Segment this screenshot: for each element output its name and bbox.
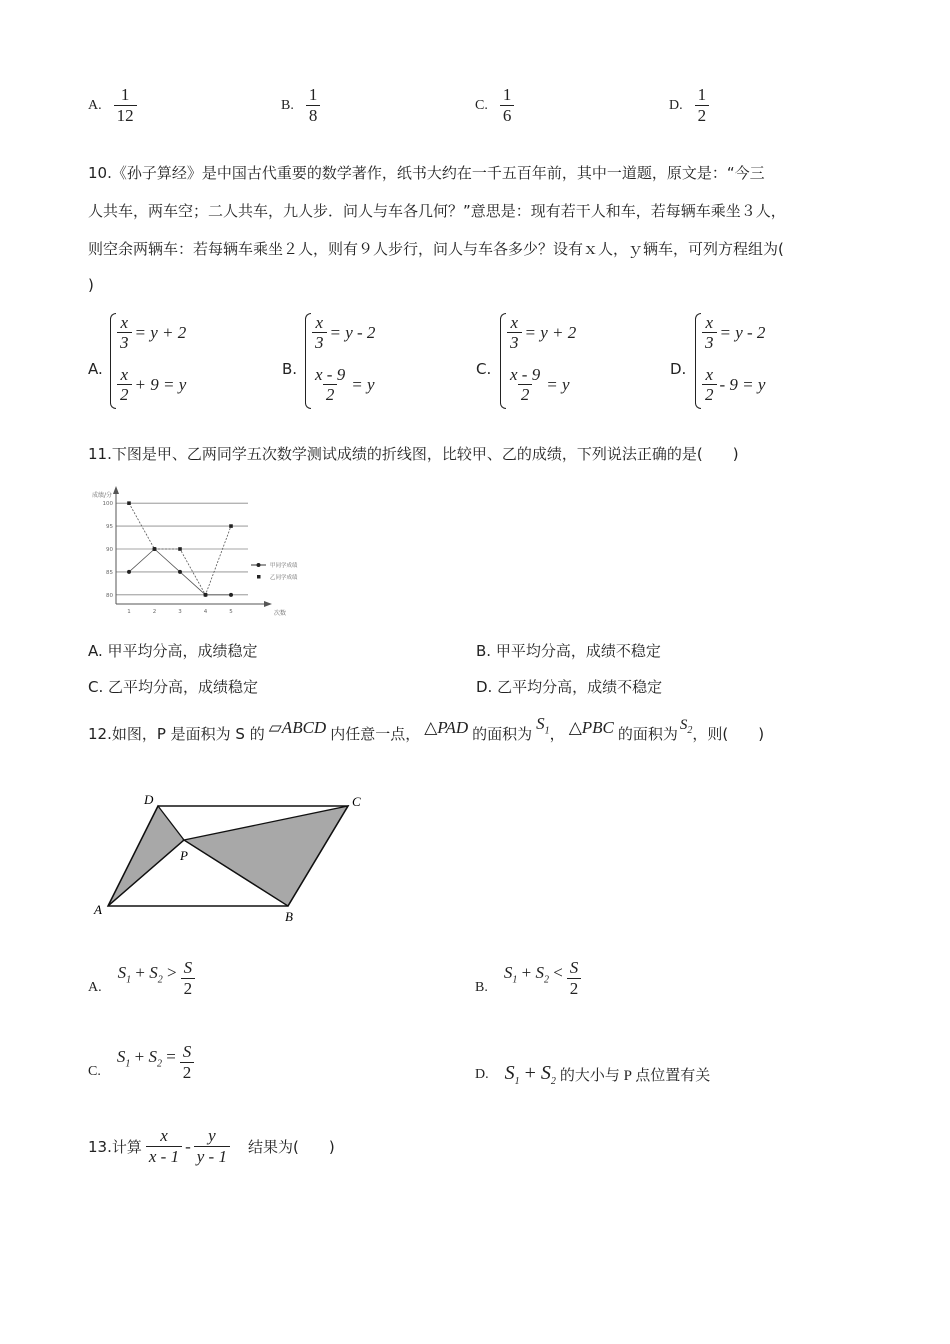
numerator: x (705, 365, 714, 384)
q11-option-c (88, 680, 258, 695)
eq-rhs: = y + 2 (524, 322, 577, 342)
q10-d-eq1 (702, 313, 765, 352)
fraction-x-over-x-minus-1: $\frac{x}{x - 1}$ (146, 1126, 182, 1167)
q12-suffix: ，则( ) (692, 724, 765, 743)
option-text: 甲平均分高，成绩稳定 (107, 642, 258, 660)
y-tick-label-90: 90 (106, 547, 113, 553)
denominator: 3 (702, 332, 717, 352)
s1-plus-s2: $S_1 + S_2$ = (116, 1046, 176, 1069)
denominator: 3 (312, 332, 327, 352)
line-chart (88, 484, 343, 624)
eq-rhs: = y (546, 374, 570, 394)
x-tick-label-1: 1 (127, 609, 131, 615)
option-label: B. (475, 980, 488, 995)
q12-mid3: 的面积为 (617, 724, 678, 743)
fraction-s-over-2: $\frac{S}{2}$ (180, 1042, 195, 1083)
option-label: D. (475, 1066, 489, 1082)
q10-line-1: 10.《孙子算经》是中国古代重要的数学著作，纸书大约在一千五百年前，其中一道题，原文是：“今三 (88, 164, 765, 182)
vertex-c-label: C (352, 794, 361, 809)
series-1-point-3 (178, 570, 182, 574)
option-text: 乙平均分高，成绩稳定 (108, 678, 259, 696)
q12-mid2: 的面积为 (472, 724, 533, 743)
s1-plus-s2: $S_1 + S_2$ < (503, 962, 563, 985)
numerator: x - 9 (510, 365, 541, 384)
x-tick-label-2: 2 (152, 609, 157, 615)
brace-icon (110, 313, 116, 409)
numerator: 1 (697, 85, 707, 104)
chart-grid (116, 503, 248, 595)
option-label: D. (669, 97, 683, 113)
q10-d-eq2 (702, 365, 765, 404)
fraction (306, 85, 321, 126)
point-p-label: P (180, 848, 188, 863)
x-axis-label: 次数 (274, 610, 287, 617)
q10-option-b-label: B. (282, 360, 298, 378)
numerator: x (510, 313, 519, 332)
legend-label-jia: 甲同学成绩 (270, 563, 298, 569)
q12-prefix: 12.如图，P 是面积为 S 的 (88, 724, 265, 743)
q12-option-b (475, 958, 581, 999)
numerator: 1 (120, 85, 130, 104)
q10-line-4: ) (88, 276, 94, 294)
brace-icon (695, 313, 701, 409)
fraction (500, 85, 515, 126)
option-label: A. (88, 980, 102, 995)
minus-sign: - (185, 1136, 191, 1156)
q13-suffix: 结果为( ) (247, 1138, 335, 1156)
denominator: 8 (306, 105, 321, 126)
numerator: x - 9 (315, 365, 346, 384)
vertex-d-label: D (144, 792, 154, 807)
y-tick-label-85: 85 (106, 569, 113, 576)
series-2-point-5 (229, 524, 233, 528)
option-text: 的大小与 P 点位置有关 (559, 1068, 711, 1084)
fraction-s-over-2: $\frac{S}{2}$ (181, 958, 196, 999)
series-2-point-2 (153, 547, 157, 551)
q10-line-3: 则空余两辆车：若每辆车乘坐２人，则有９人步行，问人与车各多少？设有ｘ人，ｙ辆车，可列方程组为( (88, 240, 784, 258)
fraction (114, 85, 137, 126)
y-axis-label: 成绩/分 (92, 492, 113, 499)
series-2-point-4 (204, 593, 208, 597)
denominator: 2 (117, 384, 132, 404)
series-1-point-5 (229, 593, 233, 597)
fraction-s-over-2: $\frac{S}{2}$ (567, 958, 582, 999)
fraction (695, 85, 710, 126)
q9-option-c (475, 85, 514, 126)
legend-marker-jia (257, 563, 261, 567)
q10-c-eq2 (507, 365, 570, 404)
q11-text: 11.下图是甲、乙两同学五次数学测试成绩的折线图，比较甲、乙的成绩，下列说法正确的是( ) (88, 445, 739, 463)
option-label: B. (476, 642, 492, 660)
denominator: 3 (507, 332, 522, 352)
eq-rhs: = y - 2 (329, 322, 376, 342)
eq-rhs: - 9 = y (719, 374, 766, 394)
q10-b-eq1 (312, 313, 375, 352)
q9-option-d (669, 85, 709, 126)
q10-option-a-label: A. (88, 360, 103, 378)
eq-rhs: = y - 2 (719, 322, 766, 342)
triangle-pad: △PAD (424, 718, 469, 737)
fraction-y-over-y-minus-1: $\frac{y}{y - 1}$ (194, 1126, 230, 1167)
option-text: 乙平均分高，成绩不稳定 (497, 678, 663, 696)
denominator: 2 (323, 384, 338, 404)
parallelogram-figure (88, 788, 378, 928)
numerator: x (120, 365, 129, 384)
s1-plus-s2: $S_1 + S_2$ > (117, 962, 177, 985)
y-tick-label-95: 95 (106, 524, 113, 531)
series-2-point-1 (127, 501, 131, 505)
y-tick-label-100: 100 (102, 501, 113, 508)
q10-line-2: 人共车，两车空；二人共车，九人步．问人与车各几何？”意思是：现有若干人和车，若每辆车乘坐３人， (88, 202, 786, 220)
option-label: C. (88, 1064, 101, 1079)
numerator: 1 (502, 85, 512, 104)
q12-comma: ， (549, 724, 565, 743)
option-label: C. (475, 97, 488, 113)
chart-ticks (103, 501, 234, 615)
q12-option-d (475, 1062, 710, 1087)
option-label: D. (476, 678, 493, 696)
question-13 (88, 1126, 335, 1167)
denominator: 2 (702, 384, 717, 404)
x-axis-arrow-icon (264, 601, 272, 607)
s1-plus-s2: $S_1 + S_2$ (504, 1062, 556, 1087)
q11-option-b (476, 644, 661, 659)
x-tick-label-4: 4 (203, 609, 208, 615)
x-tick-label-3: 3 (178, 609, 182, 615)
q12-option-a (88, 958, 195, 999)
q12-mid: 内任意一点， (330, 724, 421, 743)
triangle-pbc: △PBC (568, 718, 614, 737)
triangle-pad-shaded (108, 806, 184, 906)
numerator: x (120, 313, 129, 332)
q10-a-eq1 (117, 313, 186, 352)
q12-text (88, 713, 765, 748)
parallelogram-symbol: ▱ABCD (268, 718, 327, 737)
option-label: C. (88, 678, 104, 696)
q10-c-eq1 (507, 313, 576, 352)
chart-axes (92, 486, 286, 617)
denominator: 6 (500, 105, 515, 126)
option-text: 甲平均分高，成绩不稳定 (495, 642, 661, 660)
series-1-point-1 (127, 570, 131, 574)
q11-option-a (88, 644, 258, 659)
q9-option-b (281, 85, 320, 126)
s1-symbol: $S_1$ (536, 713, 550, 737)
numerator: 1 (308, 85, 318, 104)
q10-option-d-label: D. (670, 360, 687, 378)
numerator: x (705, 313, 714, 332)
q10-b-eq2 (312, 365, 375, 404)
y-tick-label-80: 80 (106, 592, 113, 599)
legend-label-yi: 乙同学成绩 (270, 575, 298, 581)
q12-option-c (88, 1042, 194, 1083)
series-2-point-3 (178, 547, 182, 551)
denominator: 12 (114, 105, 137, 126)
eq-rhs: = y + 2 (134, 322, 187, 342)
denominator: 2 (695, 105, 710, 126)
legend-marker-yi (257, 575, 261, 579)
eq-rhs: = y (351, 374, 375, 394)
chart-legend (251, 561, 298, 581)
denominator: 3 (117, 332, 132, 352)
q10-a-eq2 (117, 365, 186, 404)
x-tick-label-5: 5 (229, 609, 233, 615)
s2-symbol: $S_2$ (679, 716, 693, 736)
brace-icon (500, 313, 506, 409)
q9-option-a (88, 85, 137, 126)
q11-option-d (476, 680, 662, 695)
numerator: x (315, 313, 324, 332)
brace-icon (305, 313, 311, 409)
vertex-a-label: A (94, 902, 102, 917)
option-label: A. (88, 97, 102, 113)
option-label: A. (88, 642, 103, 660)
q13-prefix: 13.计算 (88, 1138, 142, 1156)
q10-option-c-label: C. (476, 360, 492, 378)
option-label: B. (281, 97, 294, 113)
denominator: 2 (518, 384, 533, 404)
y-axis-arrow-icon (113, 486, 119, 494)
eq-rhs: + 9 = y (134, 374, 187, 394)
vertex-b-label: B (285, 909, 293, 924)
